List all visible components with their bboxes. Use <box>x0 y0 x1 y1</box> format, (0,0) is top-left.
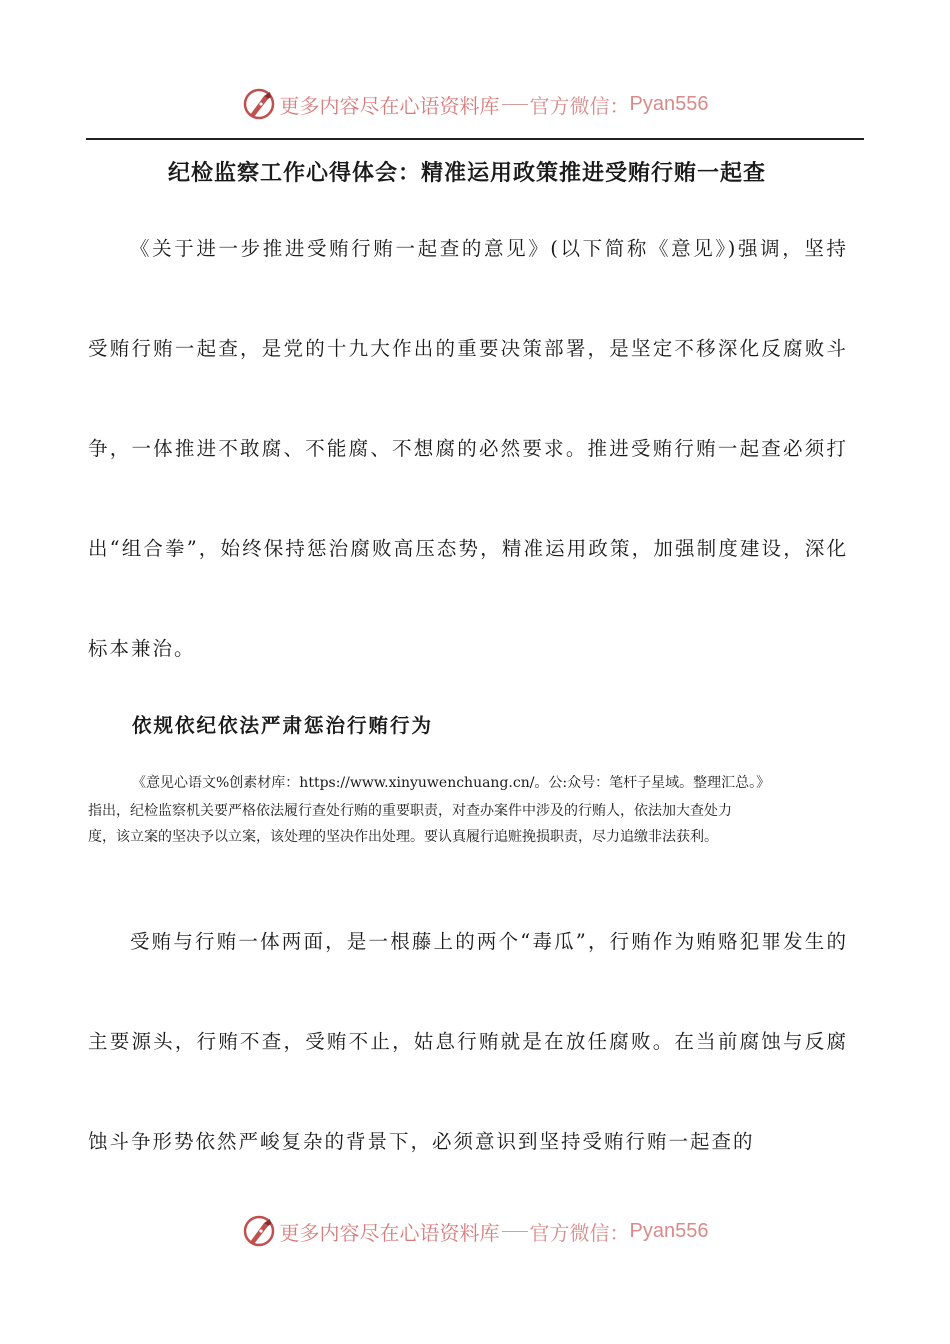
channel-label: 官方微信： <box>529 1220 630 1245</box>
header-banner <box>0 84 950 124</box>
channel-label: 官方微信： <box>529 93 630 118</box>
small-line: 《意见心语文%创素材库：https://www.xinyuwenchuang.cn/。公:众号：笔杆子星域。整理汇总。》 <box>132 775 771 791</box>
paragraph-intro <box>88 199 848 699</box>
pen-nib-logo-icon <box>242 1214 276 1248</box>
paragraph-line: 败斗争，一体推进不敢腐、不能腐、不想腐的必然要求。推进受贿行贿一起查 <box>88 337 848 460</box>
paragraph-line: 必须打出“组合拳”，始终保持惩治腐败高压态势，精准运用政策，加强制度 <box>88 437 848 560</box>
small-line: 指出，纪检监察机关要严格依法履行查处行贿的重要职责，对查办案件中涉及的行贿人，依法加大查处力 <box>88 803 732 819</box>
footer-banner <box>0 1211 950 1251</box>
header-rule <box>86 138 864 140</box>
pen-nib-logo-icon <box>242 87 276 121</box>
section-heading: 依规依纪依法严肃惩治行贿行为 <box>132 714 434 737</box>
paragraph-line: 建设，深化标本兼治。 <box>88 537 848 660</box>
paragraph-line: 与反腐蚀斗争形势依然严峻复杂的背景下，必须意识到坚持受贿行贿一起查的 <box>88 1030 848 1153</box>
small-print-paragraph <box>88 770 862 850</box>
banner-dash <box>502 104 528 105</box>
brand-text: 更多内容尽在心语资料库 <box>279 1220 500 1245</box>
paragraph-line: 持受贿行贿一起查，是党的十九大作出的重要决策部署，是坚定不移深化反腐 <box>88 237 848 360</box>
paragraph-line: 《关于进一步推进受贿行贿一起查的意见》(以下简称《意见》)强调，坚 <box>130 237 827 260</box>
paragraph-line: 受贿与行贿一体两面，是一根藤上的两个“毒瓜”，行贿作为贿赂犯罪发 <box>130 930 805 953</box>
paragraph-line: 生的主要源头，行贿不查，受贿不止，姑息行贿就是在放任腐败。在当前腐蚀 <box>88 930 848 1053</box>
page-title: 纪检监察工作心得体会：精准运用政策推进受贿行贿一起查 <box>168 161 767 186</box>
brand-text: 更多内容尽在心语资料库 <box>279 93 500 118</box>
banner-dash <box>502 1231 528 1232</box>
paragraph-bribery <box>88 892 848 1192</box>
wechat-handle: Pyan556 <box>629 1219 709 1242</box>
wechat-handle: Pyan556 <box>629 92 709 115</box>
small-line: 度，该立案的坚决予以立案，该处理的坚决作出处理。要认真履行追赃挽损职责，尽力追缴非法获利。 <box>88 829 718 845</box>
